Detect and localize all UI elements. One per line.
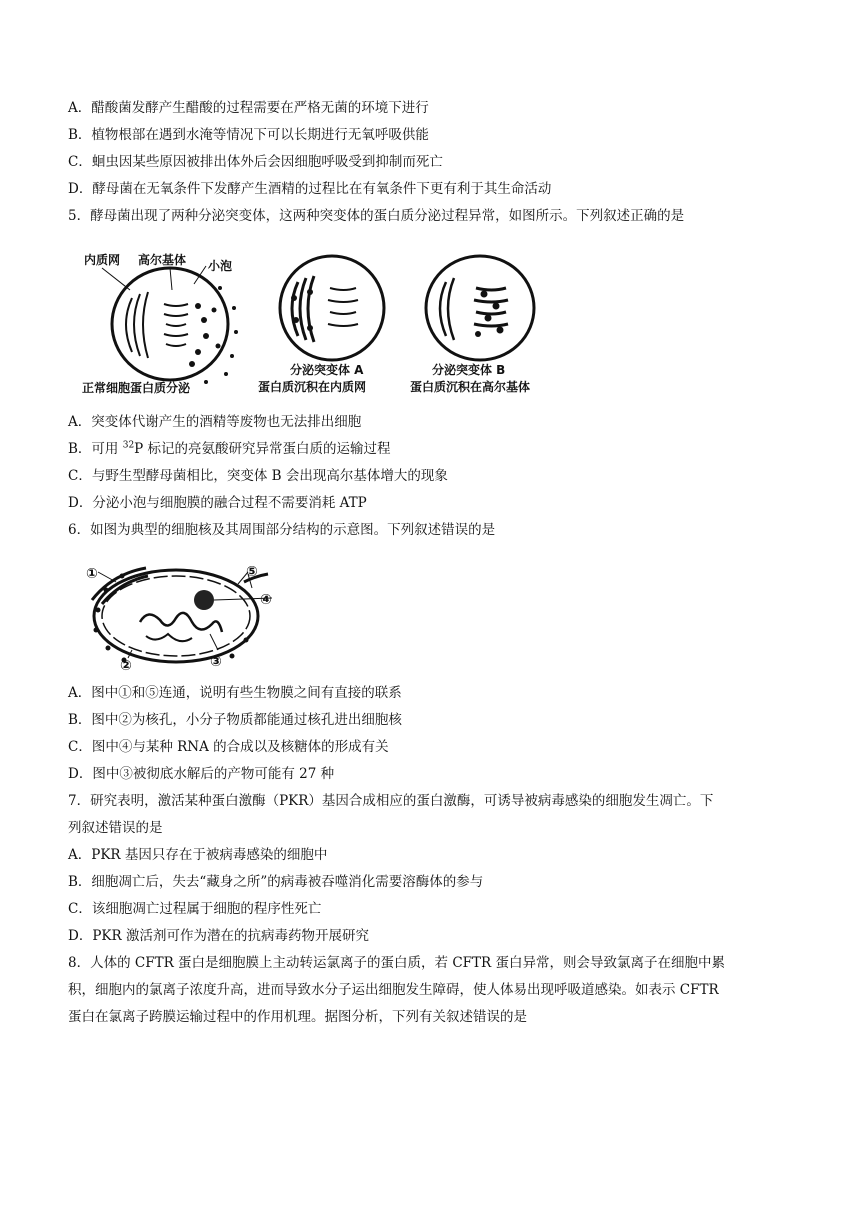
q4-option-d: D．酵母菌在无氧条件下发酵产生酒精的过程比在有氧条件下更有利于其生命活动 [68, 181, 552, 197]
label-er: 内质网 [84, 253, 121, 267]
caption-a-line2: 蛋白质沉积在内质网 [258, 380, 367, 394]
q5-secretion-figure [80, 248, 570, 400]
marker-1: ① [86, 566, 98, 582]
q5-option-d: D．分泌小泡与细胞膜的融合过程不需要消耗 ATP [68, 495, 367, 511]
q6-nucleus-figure [76, 560, 276, 672]
normal-cell [112, 268, 238, 384]
q7-stem-line2: 列叙述错误的是 [68, 820, 163, 836]
q6-stem: 6．如图为典型的细胞核及其周围部分结构的示意图。下列叙述错误的是 [68, 522, 496, 538]
marker-5: ⑤ [246, 564, 258, 580]
q8-stem-line1: 8．人体的 CFTR 蛋白是细胞膜上主动转运氯离子的蛋白质，若 CFTR 蛋白异常，则会导致氯离子在细胞中累 [68, 955, 725, 971]
q7-option-c: C．该细胞凋亡过程属于细胞的程序性死亡 [68, 901, 322, 917]
q8-stem-line2: 积，细胞内的氯离子浓度升高，进而导致水分子运出细胞发生障碍，使人体易出现呼吸道感染。如表示 CFTR [68, 982, 719, 998]
q7-option-a: A．PKR 基因只存在于被病毒感染的细胞中 [68, 847, 328, 863]
q5-option-c: C．与野生型酵母菌相比，突变体 B 会出现高尔基体增大的现象 [68, 468, 448, 484]
mutant-b-cell [426, 256, 534, 360]
label-golgi: 高尔基体 [138, 253, 187, 267]
q8-stem-line3: 蛋白在氯离子跨膜运输过程中的作用机理。据图分析，下列有关叙述错误的是 [68, 1009, 527, 1025]
caption-b-line2: 蛋白质沉积在高尔基体 [410, 380, 531, 394]
q6-option-b: B．图中②为核孔，小分子物质都能通过核孔进出细胞核 [68, 712, 402, 728]
label-vesicle: 小泡 [208, 259, 233, 273]
caption-a-line1: 分泌突变体 A [290, 363, 364, 377]
marker-3: ③ [210, 654, 222, 670]
marker-4: ④ [260, 592, 272, 608]
q4-option-a: A．醋酸菌发酵产生醋酸的过程需要在严格无菌的环境下进行 [68, 100, 429, 116]
marker-2: ② [120, 658, 132, 672]
q4-option-c: C．蛔虫因某些原因被排出体外后会因细胞呼吸受到抑制而死亡 [68, 154, 443, 170]
q5-option-b: B．可用 $^{32}$P 标记的亮氨酸研究异常蛋白质的运输过程 [68, 440, 391, 457]
q4-option-b: B．植物根部在遇到水淹等情况下可以长期进行无氧呼吸供能 [68, 127, 429, 143]
q6-option-c: C．图中④与某种 RNA 的合成以及核糖体的形成有关 [68, 739, 389, 755]
caption-b-line1: 分泌突变体 B [432, 363, 506, 377]
mutant-a-cell [280, 256, 384, 360]
q7-option-b: B．细胞凋亡后，失去“藏身之所”的病毒被吞噬消化需要溶酶体的参与 [68, 874, 484, 890]
q7-stem-line1: 7．研究表明，激活某种蛋白激酶（PKR）基因合成相应的蛋白激酶，可诱导被病毒感染的细胞发生凋亡。下 [68, 793, 714, 809]
q6-option-d: D．图中③被彻底水解后的产物可能有 27 种 [68, 766, 335, 782]
q5-option-a: A．突变体代谢产生的酒精等废物也无法排出细胞 [68, 414, 362, 430]
caption-normal: 正常细胞蛋白质分泌 [82, 381, 191, 395]
q5-stem: 5．酵母菌出现了两种分泌突变体，这两种突变体的蛋白质分泌过程异常，如图所示。下列叙述正确的是 [68, 208, 685, 224]
q7-option-d: D．PKR 激活剂可作为潜在的抗病毒药物开展研究 [68, 928, 369, 944]
q6-option-a: A．图中①和⑤连通，说明有些生物膜之间有直接的联系 [68, 685, 402, 701]
